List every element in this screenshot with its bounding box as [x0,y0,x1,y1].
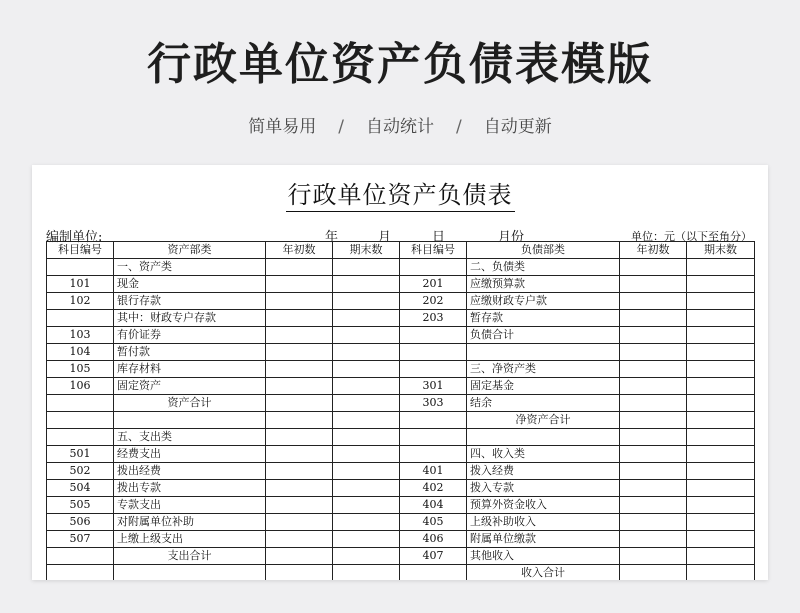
feature-separator: / [456,117,462,137]
asset-code-cell: 106 [47,378,114,395]
liability-opening-cell[interactable] [620,548,687,565]
asset-code-cell: 504 [47,480,114,497]
header-cell: 期末数 [687,242,755,259]
asset-name-cell: 支出合计 [114,548,266,565]
liability-name-cell: 暂存款 [467,310,620,327]
liability-name-cell: 拨入专款 [467,480,620,497]
header-cell: 科目编号 [47,242,114,259]
table-row [47,412,755,429]
asset-name-cell: 对附属单位补助 [114,514,266,531]
asset-code-cell: 103 [47,327,114,344]
liability-name-cell: 负债合计 [467,327,620,344]
asset-name-cell: 五、支出类 [114,429,266,446]
asset-code-cell [47,548,114,565]
asset-closing-cell[interactable] [333,463,400,480]
table-row [47,344,755,361]
liability-code-cell: 406 [400,531,467,548]
asset-name-cell: 有价证券 [114,327,266,344]
asset-opening-cell[interactable] [266,327,333,344]
asset-name-cell: 拨出专款 [114,480,266,497]
asset-name-cell: 银行存款 [114,293,266,310]
table-row [47,497,755,514]
asset-code-cell [47,429,114,446]
asset-closing-cell[interactable] [333,344,400,361]
liability-name-cell: 其他收入 [467,548,620,565]
table-row [47,480,755,497]
liability-name-cell: 预算外资金收入 [467,497,620,514]
asset-code-cell: 506 [47,514,114,531]
liability-code-cell [400,344,467,361]
liability-code-cell [400,412,467,429]
liability-opening-cell[interactable] [620,429,687,446]
table-row [47,446,755,463]
liability-closing-cell[interactable] [687,429,755,446]
day-label: 日 [432,230,446,245]
liability-code-cell [400,565,467,581]
liability-code-cell: 404 [400,497,467,514]
table-row [47,565,755,581]
liability-name-cell: 上级补助收入 [467,514,620,531]
liability-closing-cell[interactable] [687,412,755,429]
asset-name-cell: 暂付款 [114,344,266,361]
liability-opening-cell[interactable] [620,463,687,480]
header-cell: 负债部类 [467,242,620,259]
asset-opening-cell[interactable] [266,463,333,480]
asset-code-cell: 501 [47,446,114,463]
asset-code-cell: 104 [47,344,114,361]
liability-code-cell [400,259,467,276]
liability-closing-cell[interactable] [687,497,755,514]
asset-code-cell: 102 [47,293,114,310]
liability-closing-cell[interactable] [687,310,755,327]
table-row [47,548,755,565]
asset-name-cell [114,565,266,581]
liability-name-cell: 附属单位缴款 [467,531,620,548]
liability-opening-cell[interactable] [620,497,687,514]
liability-code-cell: 202 [400,293,467,310]
asset-name-cell: 上缴上级支出 [114,531,266,548]
asset-closing-cell[interactable] [333,412,400,429]
table-row [47,531,755,548]
liability-code-cell: 301 [400,378,467,395]
table-row [47,361,755,378]
asset-closing-cell[interactable] [333,429,400,446]
header-cell: 年初数 [266,242,333,259]
asset-name-cell [114,412,266,429]
table-row [47,395,755,412]
liability-name-cell [467,344,620,361]
banner-features [0,112,800,137]
asset-opening-cell[interactable] [266,480,333,497]
asset-name-cell: 现金 [114,276,266,293]
table-row [47,259,755,276]
liability-closing-cell[interactable] [687,378,755,395]
table-row [47,310,755,327]
liability-opening-cell[interactable] [620,446,687,463]
asset-code-cell: 502 [47,463,114,480]
table-header-row [47,242,755,259]
asset-name-cell: 经费支出 [114,446,266,463]
asset-opening-cell[interactable] [266,412,333,429]
asset-opening-cell[interactable] [266,259,333,276]
asset-closing-cell[interactable] [333,310,400,327]
liability-opening-cell[interactable] [620,276,687,293]
liability-code-cell: 405 [400,514,467,531]
asset-code-cell: 105 [47,361,114,378]
table-row [47,514,755,531]
asset-code-cell: 507 [47,531,114,548]
liability-name-cell: 拨入经费 [467,463,620,480]
liability-opening-cell[interactable] [620,310,687,327]
liability-closing-cell[interactable] [687,327,755,344]
header-cell: 科目编号 [400,242,467,259]
liability-closing-cell[interactable] [687,446,755,463]
table-row [47,378,755,395]
asset-opening-cell[interactable] [266,565,333,581]
asset-code-cell [47,412,114,429]
asset-closing-cell[interactable] [333,531,400,548]
asset-closing-cell[interactable] [333,497,400,514]
liability-closing-cell[interactable] [687,548,755,565]
asset-name-cell: 一、资产类 [114,259,266,276]
table-row [47,429,755,446]
asset-name-cell: 库存材料 [114,361,266,378]
asset-name-cell: 专款支出 [114,497,266,514]
liability-name-cell: 应缴预算款 [467,276,620,293]
unit-label: 编制单位: [46,230,103,245]
asset-code-cell: 505 [47,497,114,514]
feature-easy: 简单易用 [248,117,317,137]
asset-closing-cell[interactable] [333,378,400,395]
asset-closing-cell[interactable] [333,327,400,344]
asset-code-cell [47,310,114,327]
liability-opening-cell[interactable] [620,327,687,344]
liability-code-cell: 401 [400,463,467,480]
balance-sheet-table [46,241,755,580]
period-label: 月份 [498,230,525,245]
asset-closing-cell[interactable] [333,548,400,565]
liability-closing-cell[interactable] [687,293,755,310]
liability-name-cell [467,429,620,446]
liability-name-cell: 应缴财政专户款 [467,293,620,310]
liability-closing-cell[interactable] [687,480,755,497]
asset-closing-cell[interactable] [333,361,400,378]
liability-name-cell: 固定基金 [467,378,620,395]
liability-name-cell: 三、净资产类 [467,361,620,378]
feature-separator: / [338,117,344,137]
liability-code-cell: 402 [400,480,467,497]
liability-closing-cell[interactable] [687,361,755,378]
liability-code-cell [400,446,467,463]
liability-closing-cell[interactable] [687,514,755,531]
asset-opening-cell[interactable] [266,276,333,293]
liability-closing-cell[interactable] [687,344,755,361]
feature-auto-stat: 自动统计 [366,117,434,137]
asset-opening-cell[interactable] [266,361,333,378]
feature-auto-update: 自动更新 [483,117,552,137]
asset-opening-cell[interactable] [266,395,333,412]
liability-opening-cell[interactable] [620,293,687,310]
header-cell: 年初数 [620,242,687,259]
asset-opening-cell[interactable] [266,497,333,514]
table-row [47,327,755,344]
liability-opening-cell[interactable] [620,395,687,412]
document-sheet [32,165,768,580]
document-title: 行政单位资产负债表 [32,175,768,210]
asset-code-cell [47,565,114,581]
liability-opening-cell[interactable] [620,531,687,548]
year-label: 年 [325,230,339,245]
liability-code-cell [400,429,467,446]
liability-name-cell: 二、负债类 [467,259,620,276]
liability-name-cell: 四、收入类 [467,446,620,463]
liability-code-cell: 201 [400,276,467,293]
liability-opening-cell[interactable] [620,344,687,361]
header-cell: 期末数 [333,242,400,259]
liability-opening-cell[interactable] [620,514,687,531]
liability-code-cell: 203 [400,310,467,327]
asset-name-cell: 资产合计 [114,395,266,412]
liability-opening-cell[interactable] [620,412,687,429]
liability-opening-cell[interactable] [620,361,687,378]
asset-name-cell: 其中：财政专户存款 [114,310,266,327]
header-cell: 资产部类 [114,242,266,259]
liability-code-cell [400,327,467,344]
liability-name-cell: 净资产合计 [467,412,620,429]
asset-code-cell [47,259,114,276]
asset-closing-cell[interactable] [333,395,400,412]
asset-closing-cell[interactable] [333,480,400,497]
asset-closing-cell[interactable] [333,446,400,463]
asset-opening-cell[interactable] [266,446,333,463]
liability-code-cell [400,361,467,378]
asset-opening-cell[interactable] [266,531,333,548]
liability-closing-cell[interactable] [687,276,755,293]
liability-opening-cell[interactable] [620,378,687,395]
banner-title: 行政单位资产负债表模版 [147,39,653,90]
asset-name-cell: 固定资产 [114,378,266,395]
asset-opening-cell[interactable] [266,293,333,310]
liability-closing-cell[interactable] [687,463,755,480]
asset-name-cell: 拨出经费 [114,463,266,480]
asset-opening-cell[interactable] [266,344,333,361]
liability-opening-cell[interactable] [620,565,687,581]
liability-closing-cell[interactable] [687,395,755,412]
month-label: 月 [378,230,392,245]
liability-opening-cell[interactable] [620,480,687,497]
liability-opening-cell[interactable] [620,259,687,276]
currency-note: 单位：元（以下至角分） [631,230,752,243]
asset-code-cell: 101 [47,276,114,293]
liability-code-cell: 303 [400,395,467,412]
asset-opening-cell[interactable] [266,310,333,327]
liability-code-cell: 407 [400,548,467,565]
liability-name-cell: 结余 [467,395,620,412]
asset-opening-cell[interactable] [266,378,333,395]
liability-closing-cell[interactable] [687,565,755,581]
table-row [47,463,755,480]
asset-closing-cell[interactable] [333,259,400,276]
liability-name-cell: 收入合计 [467,565,620,581]
asset-opening-cell[interactable] [266,548,333,565]
asset-closing-cell[interactable] [333,276,400,293]
asset-closing-cell[interactable] [333,514,400,531]
liability-closing-cell[interactable] [687,531,755,548]
liability-closing-cell[interactable] [687,259,755,276]
asset-opening-cell[interactable] [266,514,333,531]
table-row [47,293,755,310]
asset-closing-cell[interactable] [333,565,400,581]
table-row [47,276,755,293]
asset-code-cell [47,395,114,412]
asset-closing-cell[interactable] [333,293,400,310]
asset-opening-cell[interactable] [266,429,333,446]
